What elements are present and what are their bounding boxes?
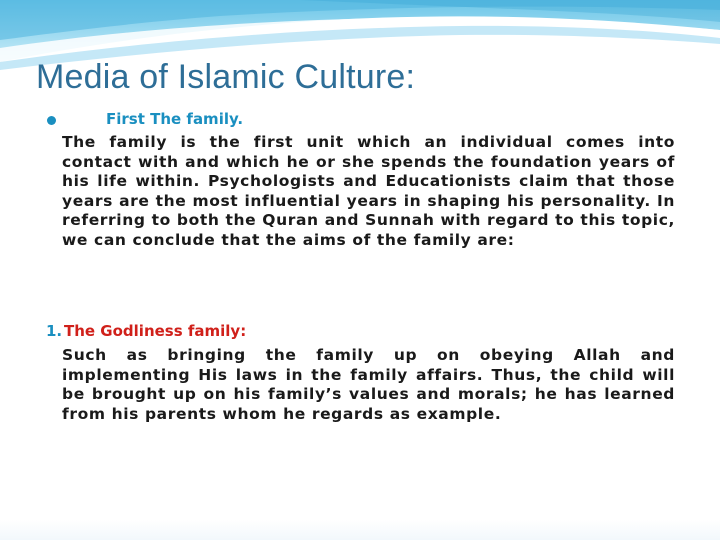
section-heading: First The family.	[106, 110, 244, 128]
section-paragraph: The family is the first unit which an individual comes into contact with and which he or she spends the foundation years of his life within. Psychologists and Educationists claim that those years are the most influential years in shaping his personality. In referring to both the Quran and Sunnah with regard to this topic, we can conclude that the aims of the family are:	[62, 133, 675, 249]
list-item-heading: The Godliness family:	[64, 322, 247, 340]
list-item-paragraph: Such as bringing the family up on obeying Allah and implementing His laws in the family affairs. Thus, the child will be brought up on his family’s values and morals; he has learned from his parents whom he regards as example.	[62, 346, 675, 423]
bullet-icon	[47, 116, 56, 125]
list-number: 1.	[46, 322, 63, 340]
footer-band	[0, 520, 720, 540]
slide-title: Media of Islamic Culture:	[36, 58, 416, 96]
